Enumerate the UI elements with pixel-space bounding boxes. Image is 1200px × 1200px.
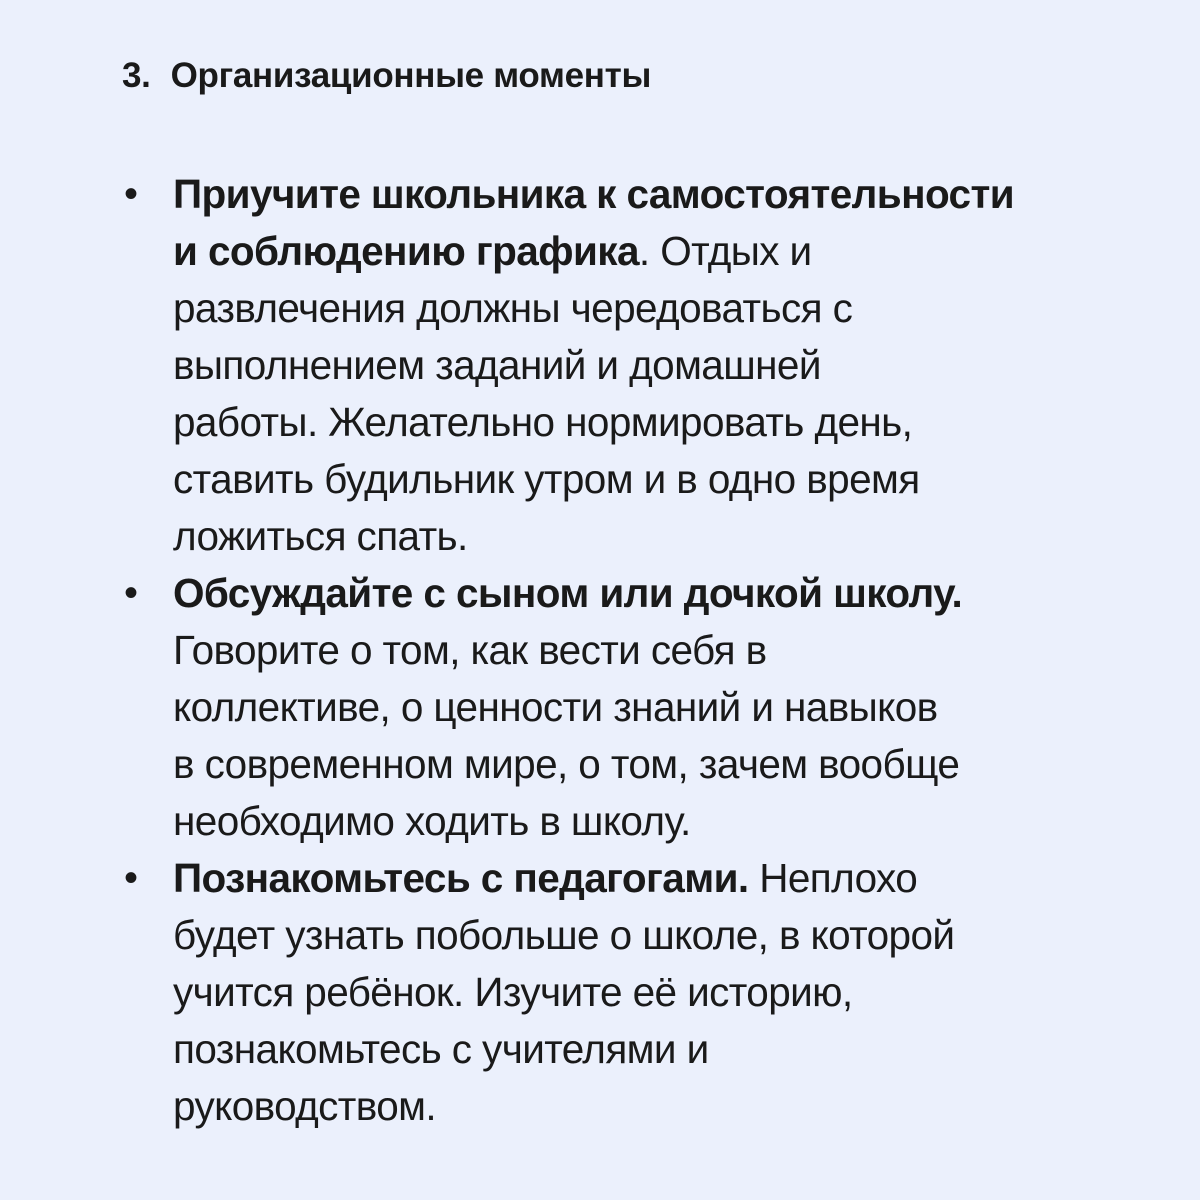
bullet-icon: • xyxy=(124,571,139,615)
text-line xyxy=(173,679,1200,736)
body-text: познакомьтесь с учителями и xyxy=(173,1026,709,1072)
body-text: Говорите о том, как вести себя в xyxy=(173,627,767,673)
bold-text: и соблюдению графика xyxy=(173,228,639,274)
section-title: Организационные моменты xyxy=(170,56,652,95)
section-heading xyxy=(122,56,651,96)
body-text: выполнением заданий и домашней xyxy=(173,342,821,388)
body-text: учится ребёнок. Изучите её историю, xyxy=(173,969,853,1015)
text-line xyxy=(173,850,1200,907)
text-line xyxy=(173,394,1200,451)
list-item xyxy=(0,166,1200,565)
bold-text: Обсуждайте с сыном или дочкой школу. xyxy=(173,570,963,616)
bold-text: Приучите школьника к самостоятельности xyxy=(173,171,1015,217)
text-line xyxy=(173,166,1200,223)
list-item xyxy=(0,850,1200,1135)
text-line xyxy=(173,280,1200,337)
body-text: . Отдых и xyxy=(638,228,812,274)
text-line xyxy=(173,451,1200,508)
body-text: необходимо ходить в школу. xyxy=(173,798,691,844)
body-text: ставить будильник утром и в одно время xyxy=(173,456,920,502)
body-text: руководством. xyxy=(173,1083,437,1129)
body-text: будет узнать побольше о школе, в которой xyxy=(173,912,955,958)
text-line xyxy=(173,622,1200,679)
text-line xyxy=(173,907,1200,964)
body-text: коллективе, о ценности знаний и навыков xyxy=(173,684,938,730)
text-line xyxy=(173,508,1200,565)
bullet-icon: • xyxy=(124,856,139,900)
bullet-icon: • xyxy=(124,172,139,216)
text-line xyxy=(173,736,1200,793)
text-line xyxy=(173,793,1200,850)
text-line xyxy=(173,565,1200,622)
list-item xyxy=(0,565,1200,850)
bullet-list xyxy=(0,166,1200,1135)
body-text: работы. Желательно нормировать день, xyxy=(173,399,913,445)
text-line xyxy=(173,964,1200,1021)
bold-text: Познакомьтесь с педагогами. xyxy=(173,855,749,901)
body-text: Неплохо xyxy=(748,855,918,901)
text-line xyxy=(173,223,1200,280)
body-text: в современном мире, о том, зачем вообще xyxy=(173,741,960,787)
body-text: развлечения должны чередоваться с xyxy=(173,285,853,331)
text-line xyxy=(173,1021,1200,1078)
text-line xyxy=(173,1078,1200,1135)
body-text: ложиться спать. xyxy=(173,513,468,559)
section-number: 3. xyxy=(122,56,151,95)
text-line xyxy=(173,337,1200,394)
